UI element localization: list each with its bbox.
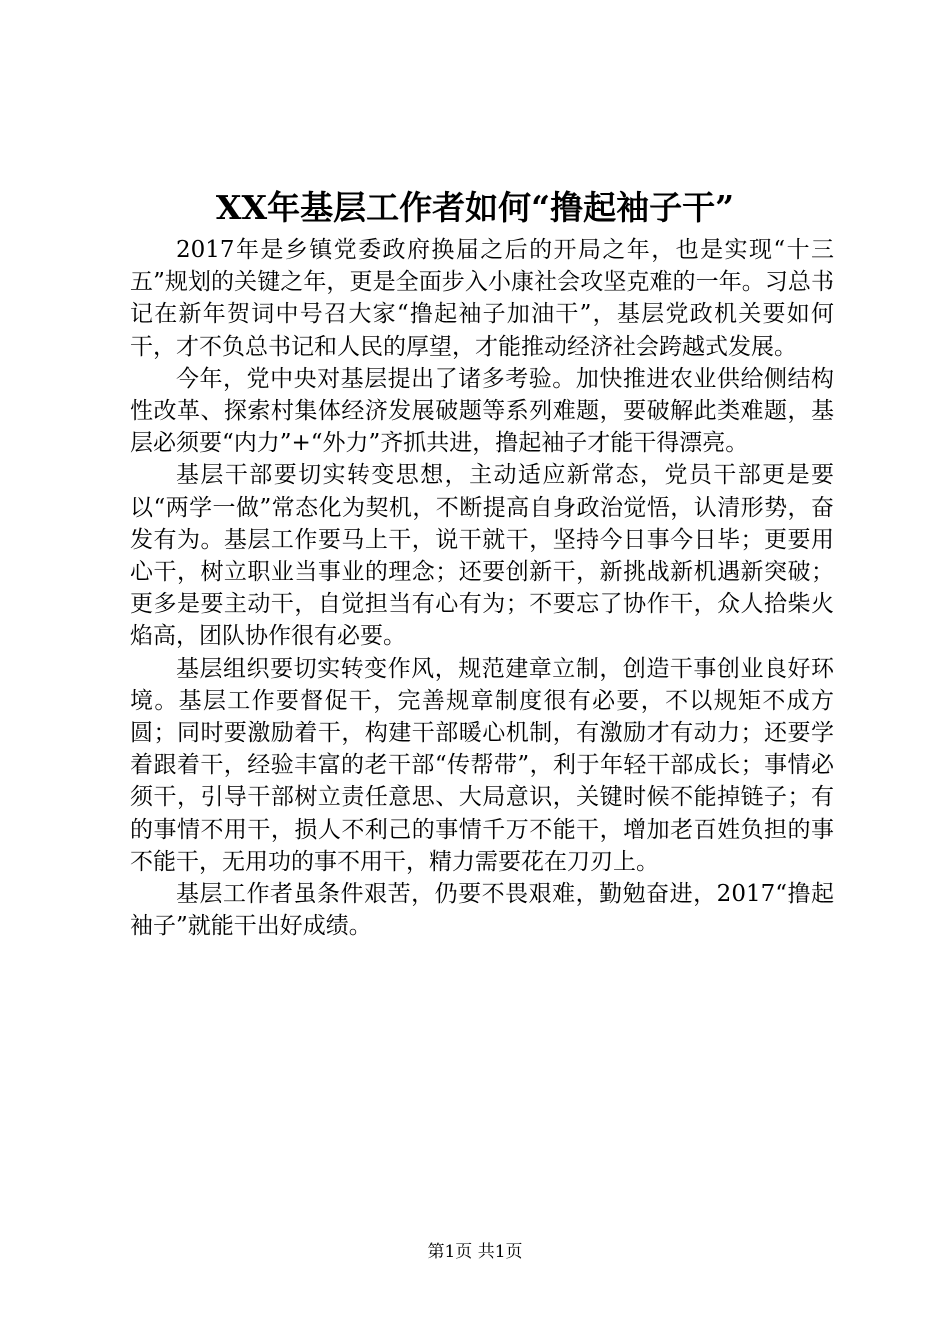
document-title: XX年基层工作者如何“撸起袖子干”	[215, 188, 735, 227]
paragraph-1: 2017年是乡镇党委政府换届之后的开局之年，也是实现“十三五”规划的关键之年，更是全面步入小康社会攻坚克难的一年。习总书记在新年贺词中号召大家“撸起袖子加油干”，基层党政机关要如何干，才不负总书记和人民的厚望，才能推动经济社会跨越式发展。	[130, 237, 834, 360]
document-body	[130, 234, 834, 942]
paragraph-3: 基层干部要切实转变思想，主动适应新常态，党员干部更是要以“两学一做”常态化为契机，不断提高自身政治觉悟，认清形势，奋发有为。基层工作要马上干，说干就干，坚持今日事今日毕；更要用心干，树立职业当事业的理念；还要创新干，新挑战新机遇新突破；更多是要主动干，自觉担当有心有为；不要忘了协作干，众人拾柴火焰高，团队协作很有必要。	[130, 462, 834, 650]
paragraph-5: 基层工作者虽条件艰苦，仍要不畏艰难，勤勉奋进，2017“撸起袖子”就能干出好成绩。	[130, 881, 834, 940]
page-footer: 第1页 共1页	[427, 1242, 523, 1262]
paragraph-4: 基层组织要切实转变作风，规范建章立制，创造干事创业良好环境。基层工作要督促干，完善规章制度很有必要，不以规矩不成方圆；同时要激励着干，构建干部暖心机制，有激励才有动力；还要学着跟着干，经验丰富的老干部“传帮带”，利于年轻干部成长；事情必须干，引导干部树立责任意思、大局意识，关键时候不能掉链子；有的事情不用干，损人不利己的事情千万不能干，增加老百姓负担的事不能干，无用功的事不用干，精力需要花在刀刃上。	[130, 655, 834, 875]
paragraph-2: 今年，党中央对基层提出了诸多考验。加快推进农业供给侧结构性改革、探索村集体经济发展破题等系列难题，要破解此类难题，基层必须要“内力”+“外力”齐抓共进，撸起袖子才能干得漂亮。	[130, 365, 834, 457]
